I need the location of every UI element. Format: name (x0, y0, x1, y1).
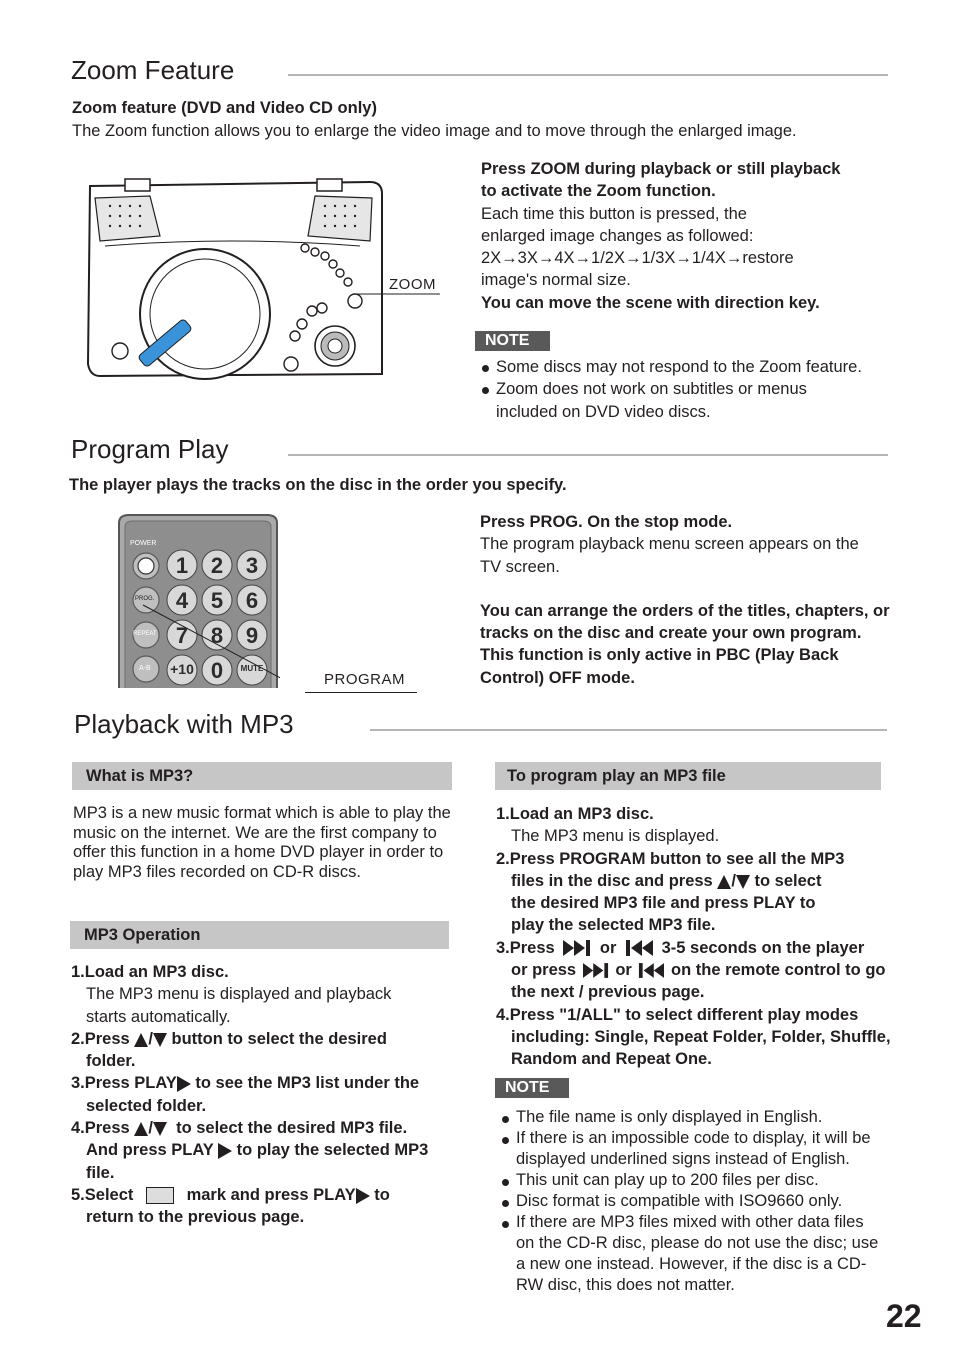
play-icon (218, 1143, 232, 1159)
op-step-4-d: to play the selected MP3 (236, 1141, 429, 1160)
slash-text: / (148, 1029, 153, 1048)
up-arrow-icon (717, 875, 731, 889)
zoom-note-item: Some discs may not respond to the Zoom feature. (476, 356, 896, 378)
zoom-step-text-2: enlarged image changes as followed: (481, 226, 754, 245)
prog-step-4: 4.Press "1/ALL" to select different play modes including: Single, Repeat Folder, Folder, Shuffle, Random and Repeat One. (496, 1005, 891, 1069)
mp3-note-badge: NOTE (495, 1078, 569, 1098)
op-step-4-a: 4.Press (71, 1119, 130, 1138)
zoom-note-item: Zoom does not work on subtitles or menus included on DVD video discs. (476, 378, 856, 423)
mp3-notes-list (496, 1107, 916, 1296)
down-arrow-icon (153, 1033, 167, 1047)
op-step-4-b: to select the desired MP3 file. (176, 1119, 408, 1138)
program-step-text: The program playback menu screen appears on the TV screen. (480, 535, 859, 576)
zoom-sequence-end: image's normal size. (481, 271, 631, 290)
remote-key-mute: MUTE (240, 664, 264, 673)
what-is-mp3-bar: What is MP3? (72, 762, 452, 790)
prog-step-1: 1.Load an MP3 disc. (496, 805, 654, 823)
down-arrow-icon (153, 1122, 167, 1136)
program-heading-rule (288, 454, 888, 456)
remote-key-6: 6 (245, 588, 259, 613)
remote-key-3: 3 (245, 553, 259, 578)
mp3-note-item: If there are MP3 files mixed with other data files on the CD-R disc, please do not use the disc; use a new one instead. However, if the disc is a CD-RW disc, this does not matter. (496, 1212, 886, 1296)
op-step-2-b: button to select the desired (171, 1029, 387, 1048)
op-step-3-b: to see the MP3 list under the (195, 1074, 420, 1093)
program-step-bold: Press PROG. On the stop mode. (480, 513, 733, 531)
mp3-operation-steps (71, 961, 471, 1229)
program-step-bold-2: You can arrange the orders of the titles, chapters, or tracks on the disc and create your own program. This function is only active in PBC (Play Back Control) OFF mode. (480, 601, 890, 687)
up-arrow-icon (134, 1122, 148, 1136)
play-icon (356, 1188, 370, 1204)
zoom-heading: Zoom Feature (71, 55, 235, 85)
mp3-heading-rule (370, 729, 887, 731)
next-track-icon (563, 940, 591, 956)
prog-step-2-e: play the selected MP3 file. (511, 916, 716, 935)
prog-step-2-c: to select (754, 871, 822, 890)
mp3-note-item: If there is an impossible code to display, it will be displayed underlined signs instead of English. (496, 1128, 911, 1170)
prog-step-3-or: or (615, 961, 632, 980)
remote-label-ab: A-B (139, 665, 151, 672)
remote-label-repeat: REPEAT (133, 631, 157, 637)
prog-step-3-or: or (599, 938, 617, 957)
prog-step-3-c: or press (511, 961, 577, 980)
slash-text: / (731, 871, 736, 890)
program-instructions (480, 511, 890, 689)
op-step-2-c: folder. (86, 1052, 136, 1071)
prog-step-3-d: on the remote control to go (671, 961, 886, 980)
prog-step-2-d: the desired MP3 file and press PLAY to (511, 894, 816, 913)
remote-label-prog: PROG. (135, 596, 155, 602)
remote-key-plus10: +10 (170, 661, 194, 677)
prog-step-3-a: 3.Press (496, 938, 555, 957)
page-number: 22 (886, 1298, 922, 1334)
program-heading: Program Play (71, 434, 229, 464)
next-track-icon (583, 963, 609, 978)
remote-key-0: 0 (210, 658, 224, 683)
zoom-sequence: 2X→3X→4X→1/2X→1/3X→1/4X→restore (481, 249, 794, 268)
op-step-5-a: 5.Select (71, 1185, 134, 1204)
prev-track-icon (638, 963, 664, 978)
remote-key-5: 5 (210, 588, 224, 613)
mp3-note-item: Disc format is compatible with ISO9660 only. (496, 1191, 916, 1212)
program-mp3-bar: To program play an MP3 file (495, 762, 881, 790)
remote-key-4: 4 (175, 588, 189, 613)
folder-icon (146, 1187, 174, 1204)
zoom-step-text-1: Each time this button is pressed, the (481, 204, 747, 223)
prog-step-3-b: 3-5 seconds on the player (661, 938, 865, 957)
remote-label-power: POWER (130, 540, 157, 547)
slash-text: / (148, 1119, 153, 1138)
op-step-5-d: return to the previous page. (86, 1208, 305, 1227)
zoom-heading-rule (288, 74, 888, 76)
mp3-note-item: This unit can play up to 200 files per disc. (496, 1170, 916, 1191)
prog-step-1-text: The MP3 menu is displayed. (511, 827, 720, 846)
zoom-intro: The Zoom function allows you to enlarge the video image and to move through the enlarged image. (72, 122, 797, 140)
prev-track-icon (625, 940, 653, 956)
program-mp3-steps (496, 803, 916, 1071)
remote-key-7: 7 (175, 623, 189, 648)
zoom-notes-list (476, 356, 896, 423)
remote-key-1: 1 (175, 553, 189, 578)
mp3-heading: Playback with MP3 (74, 709, 294, 739)
play-icon (177, 1076, 191, 1092)
remote-key-8: 8 (210, 623, 224, 648)
op-step-1: 1.Load an MP3 disc. (71, 963, 229, 981)
program-callout-label: PROGRAM (324, 671, 406, 688)
what-is-mp3-text: MP3 is a new music format which is able to play the music on the internet. We are the first company to offer this function in a home DVD player in order to play MP3 files recorded on CD-R discs. (73, 804, 451, 881)
op-step-1-text: The MP3 menu is displayed and playback starts automatically. (86, 985, 392, 1026)
zoom-instructions (481, 158, 881, 314)
prog-step-2-b: files in the disc and press (511, 871, 713, 890)
program-callout-line (305, 692, 417, 693)
op-step-4-c: And press PLAY (86, 1141, 214, 1160)
op-step-5-b: mark and press PLAY (186, 1185, 356, 1204)
remote-key-9: 9 (245, 623, 259, 648)
op-step-2-a: 2.Press (71, 1029, 130, 1048)
prog-step-3-e: the next / previous page. (511, 983, 705, 1002)
zoom-step-bold-2: You can move the scene with direction key. (481, 293, 820, 312)
mp3-note-item: The file name is only displayed in English. (496, 1107, 916, 1128)
zoom-note-badge: NOTE (475, 331, 550, 351)
mp3-operation-bar: MP3 Operation (70, 921, 449, 949)
zoom-callout-label: ZOOM (389, 276, 436, 293)
remote-illustration (115, 513, 280, 688)
remote-key-2: 2 (210, 553, 224, 578)
op-step-3-a: 3.Press PLAY (71, 1074, 177, 1093)
prog-step-2-a: 2.Press PROGRAM button to see all the MP3 (496, 849, 845, 868)
op-step-3-c: selected folder. (86, 1096, 207, 1115)
zoom-subheading: Zoom feature (DVD and Video CD only) (72, 99, 377, 117)
down-arrow-icon (736, 875, 750, 889)
up-arrow-icon (134, 1033, 148, 1047)
zoom-step-bold: Press ZOOM during playback or still playback to activate the Zoom function. (481, 160, 841, 201)
op-step-4-e: file. (86, 1163, 115, 1182)
program-intro: The player plays the tracks on the disc in the order you specify. (69, 476, 567, 494)
op-step-5-c: to (374, 1185, 390, 1204)
